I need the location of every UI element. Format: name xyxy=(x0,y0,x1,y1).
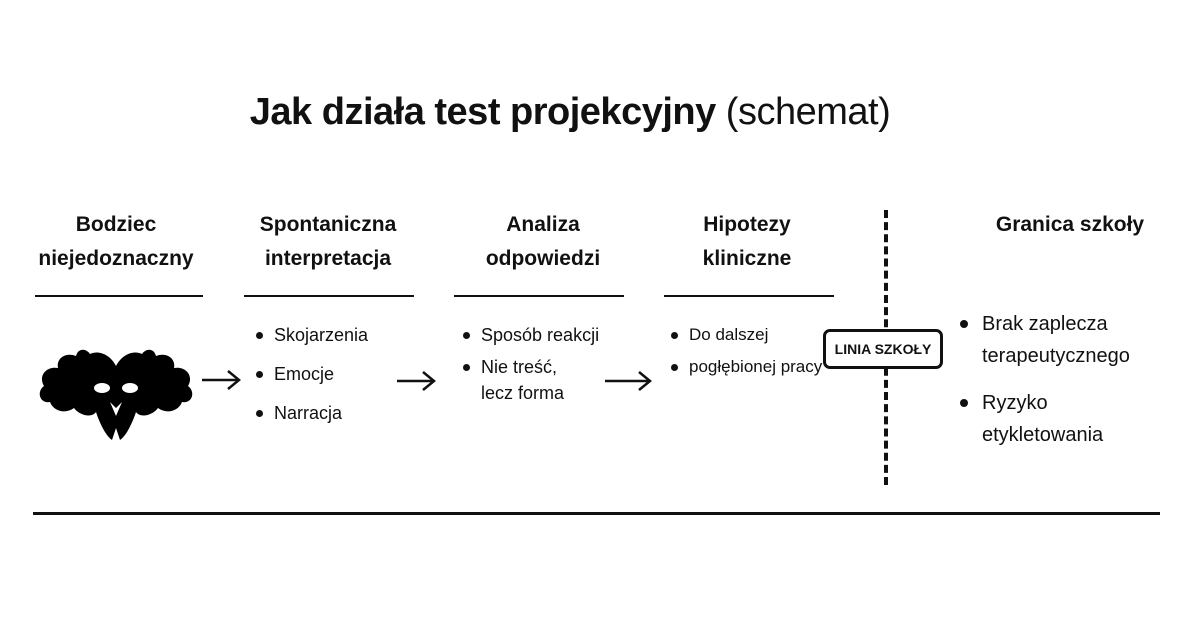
list-item: Narracja xyxy=(256,400,368,426)
list-item: pogłębionej pracy xyxy=(671,354,822,380)
list-item: Emocje xyxy=(256,361,368,387)
bullet-dot-icon xyxy=(960,399,968,407)
analysis-list xyxy=(463,322,599,412)
boundary-list xyxy=(960,308,1130,466)
heading-hypotheses: Hipotezy kliniczne xyxy=(702,213,792,270)
arrow-right-icon xyxy=(603,369,653,393)
inkblot-icon xyxy=(36,346,196,442)
rule-interpretation xyxy=(244,295,414,297)
bullet-dot-icon xyxy=(463,332,470,339)
school-line-badge: LINIA SZKOŁY xyxy=(823,329,943,369)
bullet-dot-icon xyxy=(960,320,968,328)
heading-stimulus: Bodziec niejedoznaczny xyxy=(38,213,194,270)
list-item: Sposób reakcji xyxy=(463,322,599,348)
bullet-dot-icon xyxy=(671,364,678,371)
arrow-right-icon xyxy=(395,369,437,393)
list-item: Brak zaplecza terapeutycznego xyxy=(960,308,1130,372)
bullet-dot-icon xyxy=(671,332,678,339)
hypotheses-list xyxy=(671,322,822,386)
arrow-right-icon xyxy=(200,368,242,392)
rule-stimulus xyxy=(35,295,203,297)
rule-hypotheses xyxy=(664,295,834,297)
bullet-dot-icon xyxy=(256,371,263,378)
list-item: Do dalszej xyxy=(671,322,822,348)
list-item: Ryzyko etykletowania xyxy=(960,387,1130,451)
interpretation-list xyxy=(256,322,368,439)
title-main: Jak działa test projekcyjny xyxy=(249,91,716,133)
rule-analysis xyxy=(454,295,624,297)
diagram-title xyxy=(0,90,1140,134)
bottom-divider xyxy=(33,512,1160,515)
heading-interpretation: Spontaniczna interpretacja xyxy=(259,213,397,270)
heading-analysis: Analiza odpowiedzi xyxy=(485,213,601,270)
list-item: Skojarzenia xyxy=(256,322,368,348)
heading-school-boundary: Granica szkoły xyxy=(995,213,1145,236)
bullet-dot-icon xyxy=(256,410,263,417)
title-suffix: (schemat) xyxy=(725,91,891,133)
list-item: Nie treść, lecz forma xyxy=(463,354,599,406)
bullet-dot-icon xyxy=(256,332,263,339)
bullet-dot-icon xyxy=(463,364,470,371)
